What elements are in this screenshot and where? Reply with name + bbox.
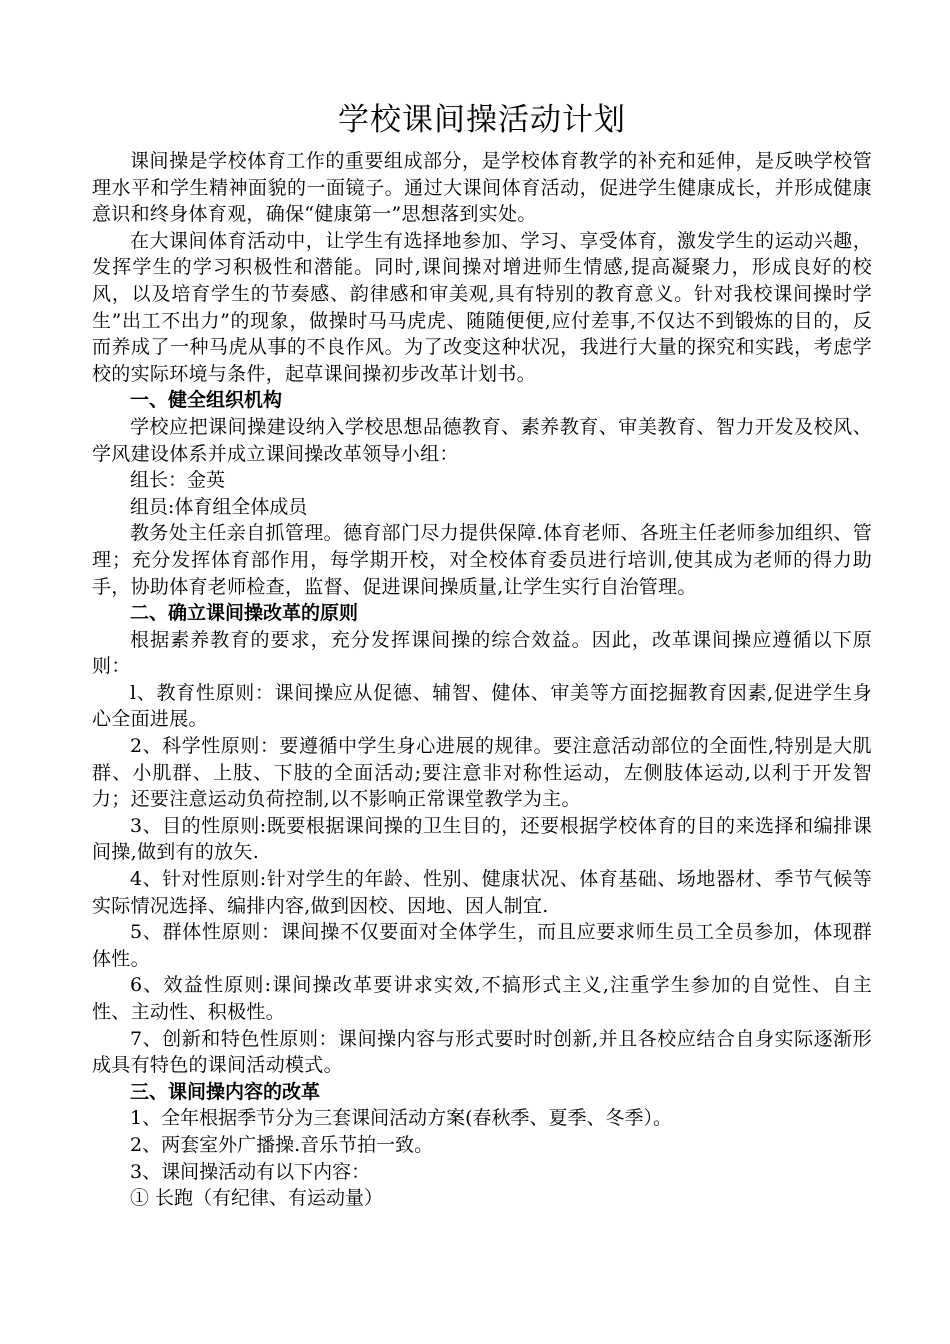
principle-7: 7、创新和特色性原则：课间操内容与形式要时时创新,并且各校应结合自身实际逐渐形成具有特色的课间活动模式。: [92, 1027, 872, 1077]
section-1-paragraph-2: 教务处主任亲自抓管理。德育部门尽力提供保障.体育老师、各班主任老师参加组织、管理；充分发挥体育部作用，每学期开校，对全校体育委员进行培训,使其成为老师的得力助手，协助体育老师检查，监督、促进课间操质量,让学生实行自治管理。: [92, 522, 872, 598]
principle-6: 6、效益性原则:课间操改革要讲求实效,不搞形式主义,注重学生参加的自觉性、自主性、主动性、积极性。: [92, 974, 872, 1023]
document-title: 学校课间操活动计划: [338, 102, 626, 138]
section-3-item-2: 2、两套室外广播操.音乐节拍一致。: [130, 1133, 434, 1156]
section-1-heading: 一、健全组织机构: [130, 389, 283, 412]
section-3-item-1: 1、全年根据季节分为三套课间活动方案(春秋季、夏季、冬季）。: [130, 1107, 673, 1130]
principle-3: 3、目的性原则:既要根据课间操的卫生目的，还要根据学校体育的目的来选择和编排课间操,做到有的放矢.: [92, 814, 872, 864]
section-3-item-3: 3、课间操活动有以下内容：: [130, 1160, 371, 1183]
section-2-heading: 二、确立课间操改革的原则: [130, 602, 359, 625]
section-3-item-4: ① 长跑（有纪律、有运动量）: [130, 1187, 384, 1210]
principle-5: 5、群体性原则：课间操不仅要面对全体学生，而且应要求师生员工全员参加，体现群体性。: [92, 921, 872, 970]
section-1-paragraph-1: 学校应把课间操建设纳入学校思想品德教育、素养教育、审美教育、智力开发及校风、学风建设体系并成立课间操改革领导小组：: [92, 415, 872, 465]
section-3-heading: 三、课间操内容的改革: [130, 1080, 321, 1103]
section-2-intro: 根据素养教育的要求，充分发挥课间操的综合效益。因此，改革课间操应遵循以下原则：: [92, 628, 872, 678]
principle-2: 2、科学性原则：要遵循中学生身心进展的规律。要注意活动部位的全面性,特别是大肌群、小肌群、上肢、下肢的全面活动;要注意非对称性运动，左侧肢体运动,以利于开发智力；还要注意运动负荷控制,以不影响正常课堂教学为主。: [92, 735, 872, 811]
intro-paragraph-1: 课间操是学校体育工作的重要组成部分，是学校体育教学的补充和延伸，是反映学校管理水平和学生精神面貌的一面镜子。通过大课间体育活动，促进学生健康成长，并形成健康意识和终身体育观，确保“健康第一”思想落到实处。: [92, 150, 872, 226]
document-page: [92, 100, 872, 1212]
section-1-members: 组员:体育组全体成员: [130, 495, 308, 518]
section-1-leader: 组长：金英: [130, 469, 226, 492]
intro-paragraph-2: 在大课间体育活动中，让学生有选择地参加、学习、享受体育，激发学生的运动兴趣，发挥学生的学习积极性和潜能。同时,课间操对增进师生情感,提高凝聚力，形成良好的校风，以及培育学生的节奏感、韵律感和审美观,具有特别的教育意义。针对我校课间操时学生”出工不出力”的现象，做操时马马虎虎、随随便便,应付差事,不仅达不到锻炼的目的，反而养成了一种马虎从事的不良作风。为了改变这种状况，我进行大量的探究和实践，考虑学校的实际环境与条件，起草课间操初步改革计划书。: [92, 229, 872, 385]
principle-1: l、教育性原则：课间操应从促德、辅智、健体、审美等方面挖掘教育因素,促进学生身心全面进展。: [92, 681, 872, 731]
principle-4: 4、针对性原则:针对学生的年龄、性别、健康状况、体育基础、场地器材、季节气候等实际情况选择、编排内容,做到因校、因地、因人制宜.: [92, 868, 872, 917]
